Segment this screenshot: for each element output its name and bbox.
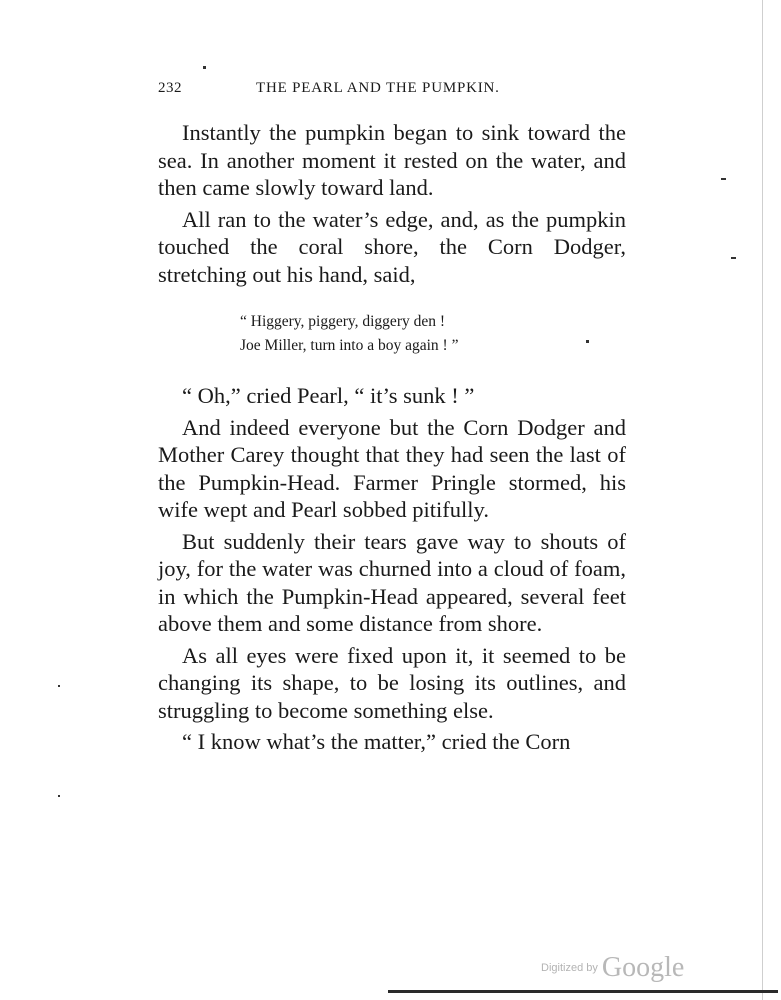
paragraph-3: “ Oh,” cried Pearl, “ it’s sunk ! ” bbox=[182, 383, 475, 408]
scan-speck bbox=[721, 178, 726, 180]
body-text bbox=[158, 119, 626, 756]
paragraph-7: “ I know what’s the matter,” cried the Corn bbox=[182, 729, 571, 754]
scan-speck bbox=[731, 257, 736, 259]
verse-line-2: Joe Miller, turn into a boy again ! ” bbox=[240, 337, 459, 354]
verse-block bbox=[240, 310, 626, 358]
paragraph-4: And indeed everyone but the Corn Dodger and Mother Carey thought that they had seen the last of the Pumpkin-Head. Farmer Pringle stormed, his wife wept and Pearl sobbed pitifully. bbox=[158, 414, 626, 522]
scan-speck bbox=[203, 66, 206, 69]
watermark-prefix: Digitized by bbox=[541, 962, 598, 974]
paragraph-5: But suddenly their tears gave way to shouts of joy, for the water was churned into a cloud of foam, in which the Pumpkin-Head appeared, several feet above them and some distance from shore. bbox=[158, 528, 626, 636]
verse-line-1: “ Higgery, piggery, diggery den ! bbox=[240, 313, 446, 330]
paragraph-6: As all eyes were fixed upon it, it seemed to be changing its shape, to be losing its outlines, and struggling to become something else. bbox=[158, 642, 626, 723]
page-edge bbox=[762, 0, 763, 1000]
paragraph-1: Instantly the pumpkin began to sink toward the sea. In another moment it rested on the water, and then came slowly toward land. bbox=[158, 120, 626, 200]
page-number: 232 bbox=[158, 80, 182, 96]
watermark-brand: Google bbox=[601, 952, 685, 983]
running-title: THE PEARL AND THE PUMPKIN. bbox=[256, 80, 500, 96]
scan-speck bbox=[58, 685, 60, 687]
footer-rule bbox=[388, 990, 778, 993]
scan-speck bbox=[58, 795, 60, 797]
scan-speck bbox=[586, 340, 589, 343]
page-header bbox=[158, 80, 626, 102]
paragraph-2: All ran to the water’s edge, and, as the pumpkin touched the coral shore, the Corn Dodger, stretching out his hand, said, bbox=[158, 206, 626, 287]
digitized-watermark bbox=[541, 952, 684, 992]
